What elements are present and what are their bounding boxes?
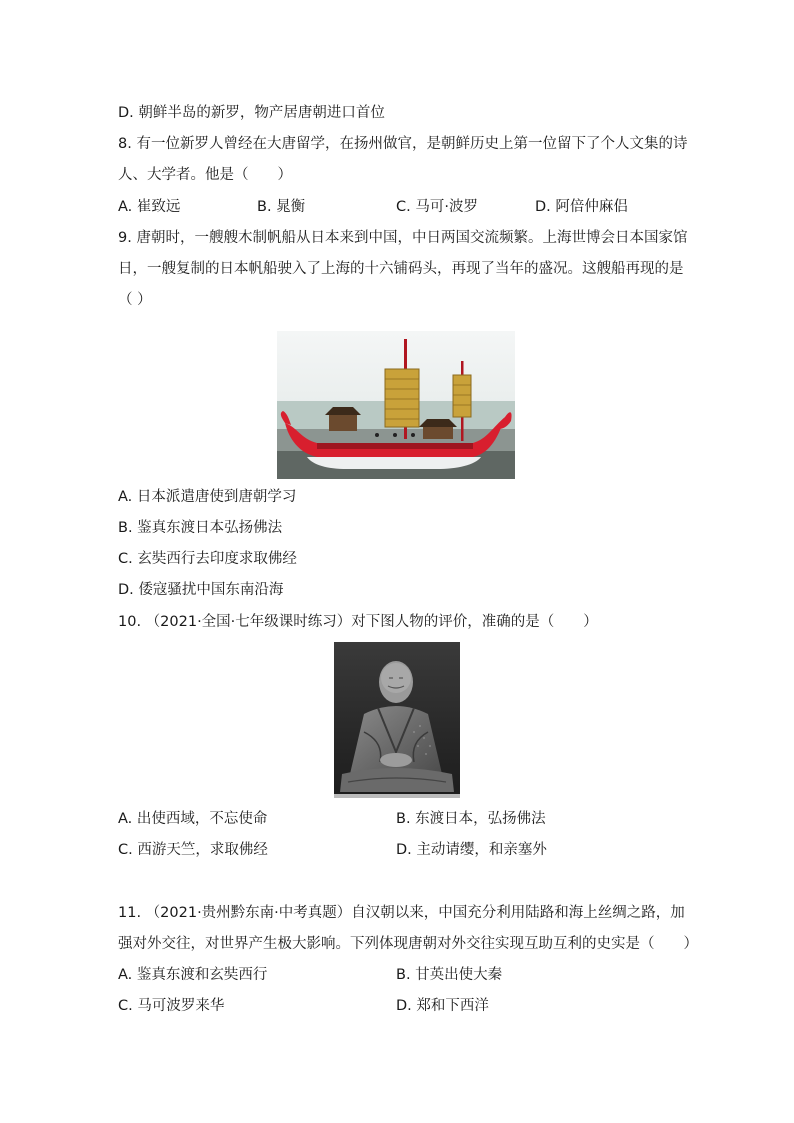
q10-option-c: C. 西游天竺，求取佛经 bbox=[118, 842, 268, 858]
q9-option-d: D. 倭寇骚扰中国东南沿海 bbox=[118, 582, 284, 598]
ship-image bbox=[277, 331, 515, 479]
q10-stem: 10. （2021·全国·七年级课时练习）对下图人物的评价，准确的是（ ） bbox=[118, 614, 598, 630]
q11-option-a: A. 鉴真东渡和玄奘西行 bbox=[118, 967, 268, 983]
q8-option-b: B. 晁衡 bbox=[257, 199, 306, 215]
q8-option-c: C. 马可·波罗 bbox=[396, 199, 478, 215]
q10-option-a: A. 出使西域，不忘使命 bbox=[118, 811, 268, 827]
q8-option-a: A. 崔致远 bbox=[118, 199, 181, 215]
q11-option-c: C. 马可波罗来华 bbox=[118, 998, 225, 1014]
q11-stem-line1: 11. （2021·贵州黔东南·中考真题）自汉朝以来，中国充分利用陆路和海上丝绸之路，加 bbox=[118, 905, 685, 921]
q7-option-d: D. 朝鲜半岛的新罗，物产居唐朝进口首位 bbox=[118, 105, 385, 121]
q10-option-b: B. 东渡日本，弘扬佛法 bbox=[396, 811, 546, 827]
q11-option-d: D. 郑和下西洋 bbox=[396, 998, 489, 1014]
q9-stem-line2: 日，一艘复制的日本帆船驶入了上海的十六铺码头，再现了当年的盛况。这艘船再现的是 bbox=[118, 261, 684, 277]
q11-option-b: B. 甘英出使大秦 bbox=[396, 967, 503, 983]
q9-option-b: B. 鉴真东渡日本弘扬佛法 bbox=[118, 520, 283, 536]
q9-option-c: C. 玄奘西行去印度求取佛经 bbox=[118, 551, 297, 567]
q8-stem-line2: 人、大学者。他是（ ） bbox=[118, 167, 292, 183]
q9-option-a: A. 日本派遣唐使到唐朝学习 bbox=[118, 489, 297, 505]
statue-image bbox=[334, 642, 460, 798]
q11-stem-line2: 强对外交往，对世界产生极大影响。下列体现唐朝对外交往实现互助互利的史实是（ ） bbox=[118, 936, 698, 952]
q10-option-d: D. 主动请缨，和亲塞外 bbox=[396, 842, 547, 858]
q9-stem-line3: （ ） bbox=[118, 292, 152, 308]
q8-option-d: D. 阿倍仲麻侣 bbox=[535, 199, 628, 215]
q8-stem-line1: 8. 有一位新罗人曾经在大唐留学，在扬州做官，是朝鲜历史上第一位留下了个人文集的诗 bbox=[118, 136, 688, 152]
q9-stem-line1: 9. 唐朝时，一艘艘木制帆船从日本来到中国，中日两国交流频繁。上海世博会日本国家馆 bbox=[118, 230, 688, 246]
